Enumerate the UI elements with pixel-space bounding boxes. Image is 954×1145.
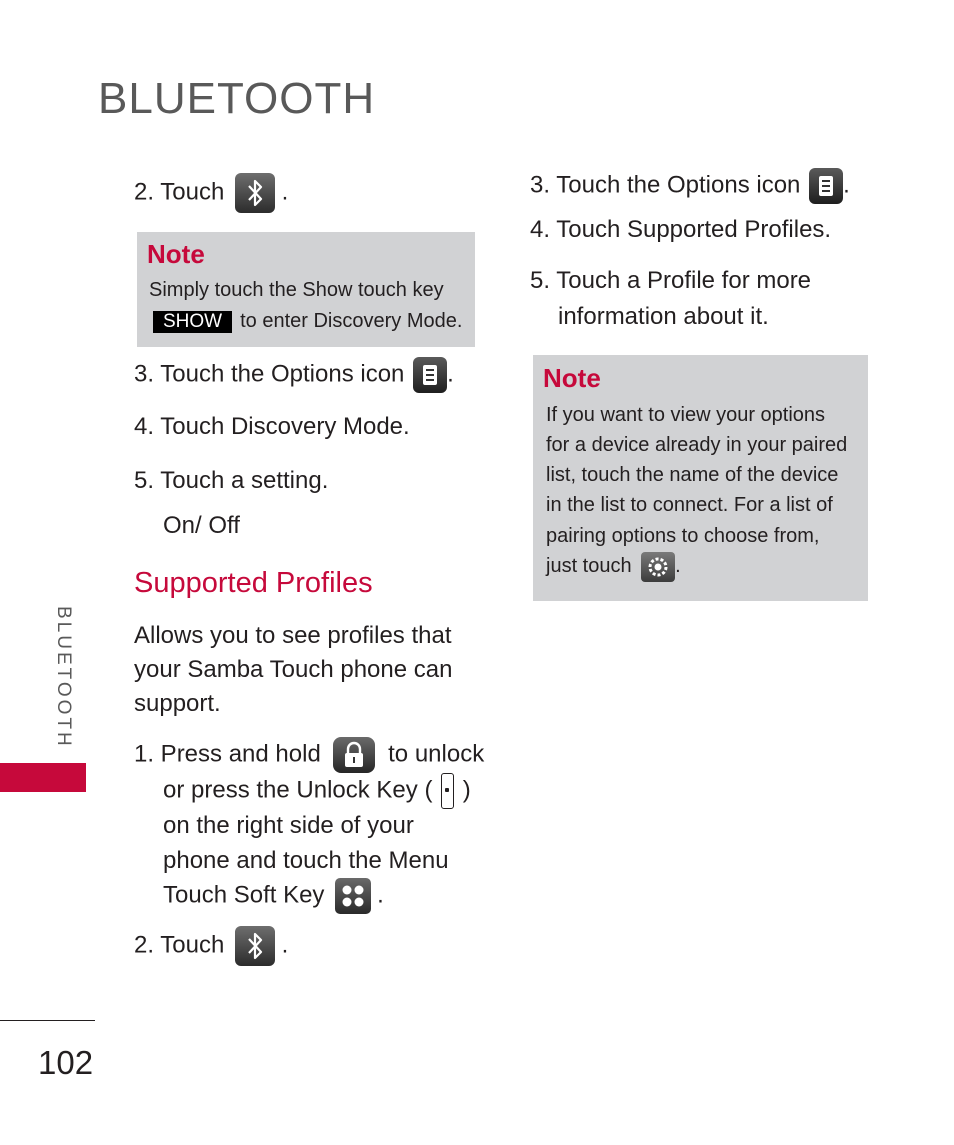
- supported-profiles-label: Supported Profiles: [626, 216, 825, 243]
- profiles-step-2: 2. Touch .: [134, 926, 288, 966]
- profiles-step-1-line4: phone and touch the Menu: [163, 847, 449, 874]
- settings-gear-icon: [641, 552, 675, 582]
- options-menu-icon: [809, 168, 843, 204]
- supported-profiles-heading: Supported Profiles: [134, 567, 373, 599]
- note-title: Note: [147, 239, 205, 269]
- right-step-4: 4. Touch Supported Profiles.: [530, 216, 832, 243]
- page-number: 102: [38, 1044, 94, 1081]
- bluetooth-icon: [235, 926, 275, 966]
- supported-profiles-intro: Allows you to see profiles that your Samba Touch phone can support.: [134, 622, 453, 717]
- note-box-discovery: [137, 232, 475, 347]
- note-text-line: pairing options to choose from,: [546, 525, 820, 547]
- discovery-mode-label: Discovery Mode: [230, 413, 404, 440]
- profiles-step-1-line1: 1. Press and hold to unlock: [134, 737, 484, 773]
- menu-grid-icon: [335, 878, 371, 914]
- right-step-5-line2: information about it.: [558, 303, 769, 330]
- left-step-4: 4. Touch Discovery Mode.: [134, 413, 410, 440]
- left-step-2: 2. Touch .: [134, 173, 288, 213]
- on-off-option: On/ Off: [163, 512, 240, 539]
- note-text-line: list, touch the name of the device: [546, 464, 839, 486]
- page-title: BLUETOOTH: [98, 74, 376, 123]
- note-title: Note: [543, 363, 601, 393]
- left-step-2-text: 2. Touch: [134, 178, 225, 206]
- lock-icon: [333, 737, 375, 773]
- options-menu-icon: [413, 357, 447, 393]
- note-text-line: for a device already in your paired: [546, 434, 848, 456]
- left-step-5: 5. Touch a setting.: [134, 467, 329, 494]
- unlock-key-icon: [441, 773, 454, 809]
- left-step-3: 3. Touch the Options icon .: [134, 357, 454, 393]
- bluetooth-icon: [235, 173, 275, 213]
- profiles-step-1-line3: on the right side of your: [163, 812, 414, 839]
- right-step-5-line1: 5. Touch a Profile for more: [530, 267, 812, 294]
- show-key-badge: SHOW: [153, 311, 232, 333]
- note-text-line: just touch .: [546, 551, 681, 582]
- right-step-3: 3. Touch the Options icon .: [530, 168, 850, 204]
- profiles-step-1-line2: or press the Unlock Key ( ): [163, 773, 471, 809]
- note-text-line: SHOW to enter Discovery Mode.: [153, 306, 462, 337]
- note-box-profiles: [533, 355, 868, 601]
- side-section-label: BLUETOOTH: [53, 606, 74, 749]
- footer-rule: [0, 1020, 95, 1021]
- note-text-line: If you want to view your options: [546, 404, 826, 426]
- note-text-line: in the list to connect. For a list of: [546, 494, 833, 516]
- side-accent-bar: [0, 763, 86, 792]
- profiles-step-1-line5: Touch Soft Key .: [163, 878, 384, 914]
- note-text-line: Simply touch the Show touch key: [149, 279, 444, 301]
